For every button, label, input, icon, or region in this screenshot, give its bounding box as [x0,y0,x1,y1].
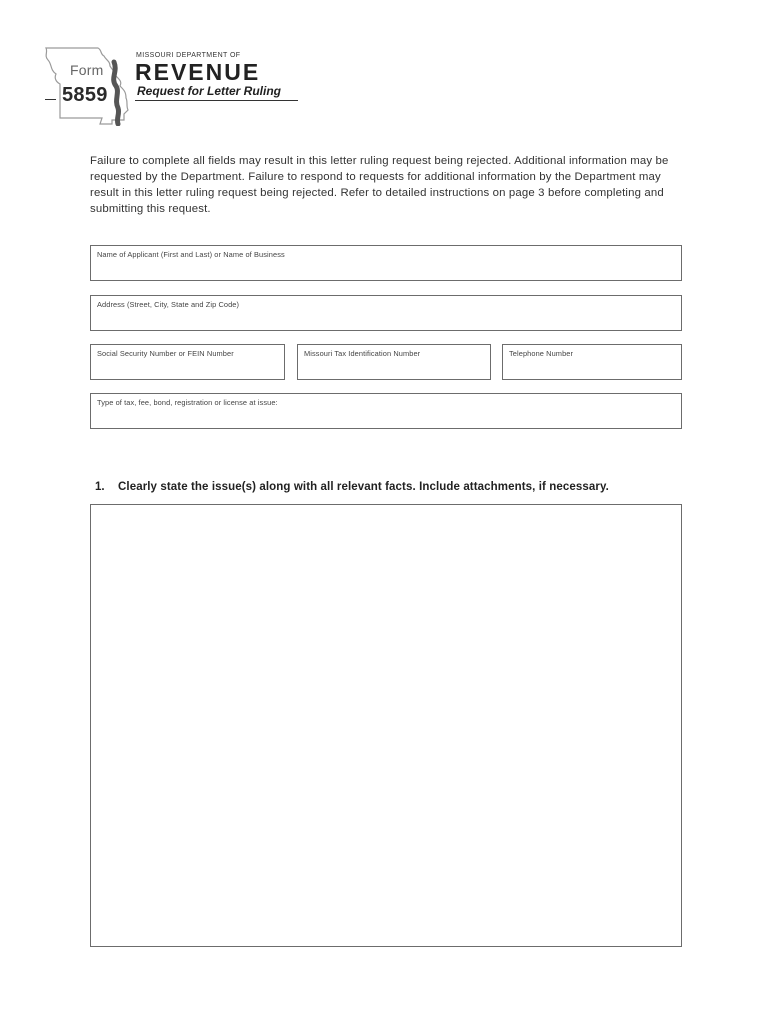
form-title: Request for Letter Ruling [137,84,282,98]
department-name-logo: REVENUE [135,59,261,85]
applicant-name-label: Name of Applicant (First and Last) or Name of Business [97,250,285,259]
form-label: Form [70,62,104,78]
telephone-label: Telephone Number [509,349,574,358]
form-number: 5859 [62,84,108,106]
address-field[interactable] [90,295,682,331]
ssn-fein-field[interactable] [90,344,285,380]
missouri-tax-id-label: Missouri Tax Identification Number [304,349,421,358]
tax-type-label: Type of tax, fee, bond, registration or license at issue: [97,398,278,407]
tax-type-field[interactable] [90,393,682,429]
ssn-fein-label: Social Security Number or FEIN Number [97,349,234,358]
department-line: MISSOURI DEPARTMENT OF [136,52,241,59]
address-label: Address (Street, City, State and Zip Code) [97,300,240,309]
missouri-tax-id-field[interactable] [297,344,491,380]
question-1-answer-box[interactable] [90,504,682,947]
question-1-number: 1. [95,481,105,493]
intro-paragraph: Failure to complete all fields may result in this letter ruling request being rejected. Additional information may be requested by the Department. Failure to respond to requests for additional information by the Department may result in this letter ruling request being rejected. Refer to detailed instructions on page 3 before completing and submitting this request. [90,155,669,215]
title-underline [135,100,298,101]
telephone-field[interactable] [502,344,682,380]
question-1-text: Clearly state the issue(s) along with all relevant facts. Include attachments, if necessary. [118,481,609,493]
form-dash-line [45,99,56,100]
applicant-name-field[interactable] [90,245,682,281]
